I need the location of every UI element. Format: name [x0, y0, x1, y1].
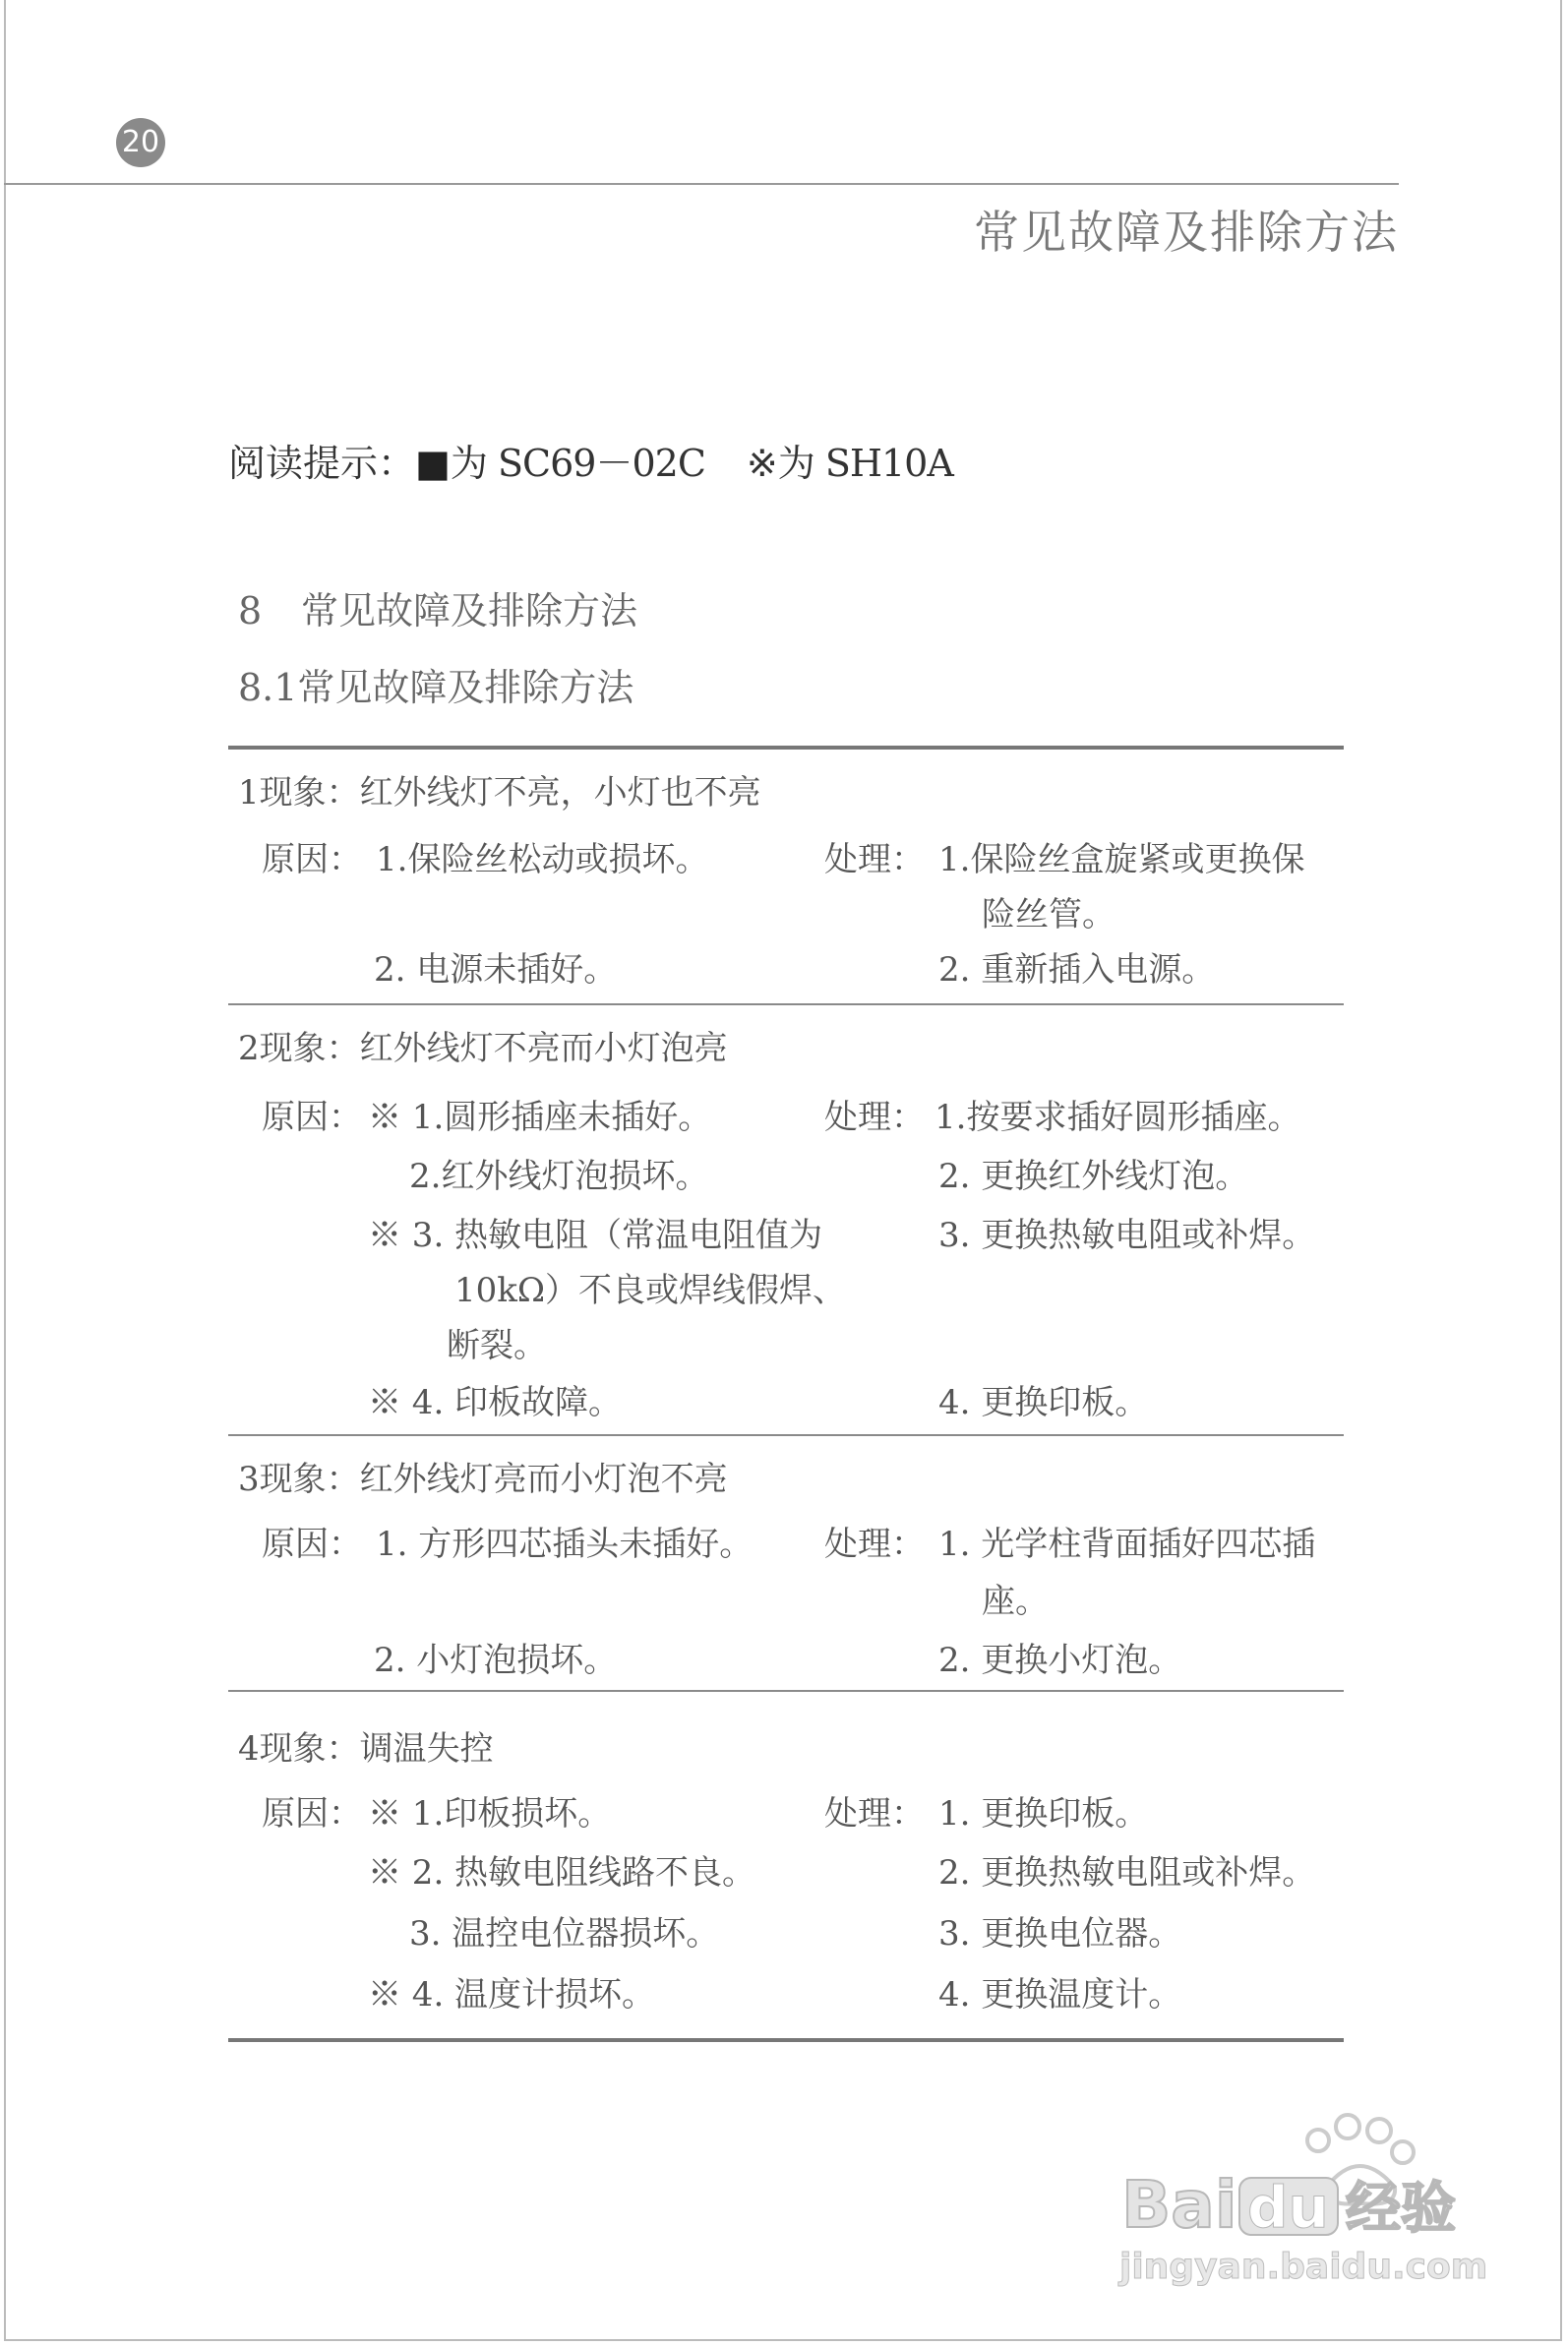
fault-2-cause-3-end: 断裂。	[447, 1326, 547, 1365]
svg-text:du: du	[1247, 2174, 1329, 2241]
fault-divider-1	[228, 1003, 1344, 1005]
baidu-jingyan-watermark	[1102, 2101, 1495, 2298]
fault-4-fix-1: 1. 更换印板。	[938, 1794, 1149, 1834]
header-title: 常见故障及排除方法	[974, 206, 1399, 259]
fault-3-fix-2: 2. 更换小灯泡。	[938, 1641, 1182, 1680]
reading-tip-prefix: 阅读提示：	[228, 442, 416, 485]
fault-1-fix-label: 处理：	[824, 840, 925, 879]
svg-text:jingyan.baidu.com: jingyan.baidu.com	[1119, 2247, 1488, 2287]
star-label: 为 SH10A	[777, 442, 953, 485]
fault-3-symptom: 3现象：红外线灯亮而小灯泡不亮	[238, 1460, 728, 1499]
fault-4-fix-3: 3. 更换电位器。	[938, 1914, 1182, 1954]
fault-2-symptom: 2现象：红外线灯不亮而小灯泡亮	[238, 1029, 728, 1068]
fault-1-fix-1-cont: 险丝管。	[982, 895, 1116, 934]
fault-2-cause-label: 原因：	[262, 1098, 362, 1137]
fault-4-cause-2: ※ 2. 热敏电阻线路不良。	[368, 1853, 756, 1893]
fault-4-cause-4: ※ 4. 温度计损坏。	[368, 1975, 656, 2015]
header-rule	[4, 183, 1399, 185]
fault-1-fix-2: 2. 重新插入电源。	[938, 950, 1216, 990]
fault-4-cause-label: 原因：	[262, 1794, 362, 1834]
fault-2-cause-3-cont: 10kΩ）不良或焊线假焊、	[454, 1271, 847, 1310]
fault-3-cause-label: 原因：	[262, 1525, 362, 1564]
reading-tip	[228, 433, 953, 487]
subsection-heading: 8.1常见故障及排除方法	[238, 666, 634, 709]
section-heading	[238, 580, 637, 634]
fault-2-cause-3: ※ 3. 热敏电阻（常温电阻值为	[368, 1216, 823, 1255]
page-frame	[4, 0, 1562, 2341]
fault-2-fix-1: 1.按要求插好圆形插座。	[935, 1098, 1301, 1137]
square-label: 为 SC69－02C	[450, 442, 705, 485]
fault-4-fix-label: 处理：	[824, 1794, 925, 1834]
fault-divider-3	[228, 1690, 1344, 1692]
svg-text:经验: 经验	[1346, 2177, 1456, 2241]
fault-divider-2	[228, 1434, 1344, 1436]
fault-3-fix-1: 1. 光学柱背面插好四芯插	[938, 1525, 1316, 1564]
page-number-badge: 20	[116, 118, 165, 167]
section-title: 常见故障及排除方法	[301, 589, 638, 632]
table-top-rule	[228, 746, 1344, 750]
fault-1-fix-1: 1.保险丝盒旋紧或更换保	[938, 840, 1305, 879]
table-bottom-rule	[228, 2038, 1344, 2042]
fault-4-fix-4: 4. 更换温度计。	[938, 1975, 1182, 2015]
fault-1-cause-1: 1.保险丝松动或损坏。	[376, 840, 709, 879]
fault-3-cause-1: 1. 方形四芯插头未插好。	[376, 1525, 754, 1564]
square-symbol: ■	[415, 442, 451, 485]
svg-text:Bai: Bai	[1121, 2167, 1237, 2243]
fault-2-fix-4: 4. 更换印板。	[938, 1383, 1149, 1422]
fault-3-cause-2: 2. 小灯泡损坏。	[374, 1641, 618, 1680]
fault-2-fix-2: 2. 更换红外线灯泡。	[938, 1157, 1249, 1196]
section-number: 8	[238, 589, 263, 632]
fault-2-cause-2: 2.红外线灯泡损坏。	[409, 1157, 709, 1196]
fault-2-fix-label: 处理：	[824, 1098, 925, 1137]
fault-4-cause-1: ※ 1.印板损坏。	[368, 1794, 612, 1834]
fault-4-cause-3: 3. 温控电位器损坏。	[409, 1914, 720, 1954]
fault-1-cause-2: 2. 电源未插好。	[374, 950, 618, 990]
fault-1-symptom: 1现象：红外线灯不亮，小灯也不亮	[238, 773, 761, 812]
fault-2-fix-3: 3. 更换热敏电阻或补焊。	[938, 1216, 1316, 1255]
fault-4-symptom: 4现象：调温失控	[238, 1729, 494, 1769]
fault-3-fix-label: 处理：	[824, 1525, 925, 1564]
fault-2-cause-4: ※ 4. 印板故障。	[368, 1383, 623, 1422]
fault-1-cause-label: 原因：	[262, 840, 362, 879]
star-symbol: ※	[746, 442, 778, 485]
fault-2-cause-1: ※ 1.圆形插座未插好。	[368, 1098, 712, 1137]
fault-4-fix-2: 2. 更换热敏电阻或补焊。	[938, 1853, 1316, 1893]
fault-3-fix-1-cont: 座。	[982, 1582, 1049, 1621]
